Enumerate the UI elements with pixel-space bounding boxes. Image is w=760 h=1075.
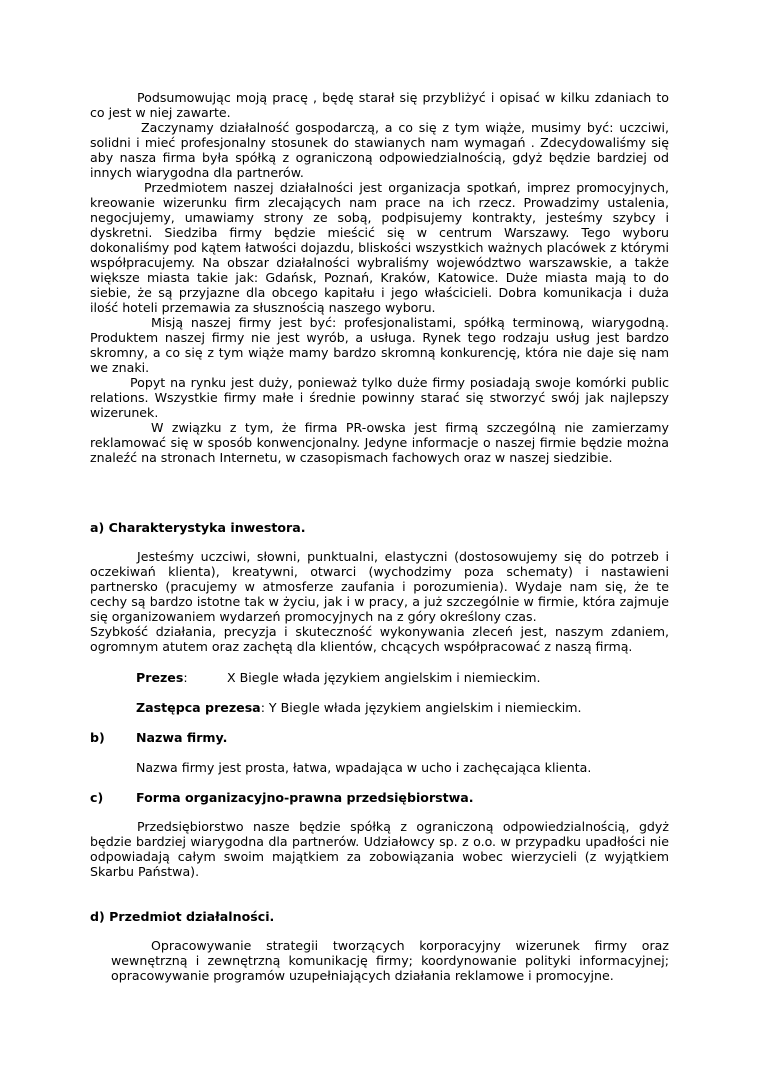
zastepca-value: : Y Biegle włada językiem angielskim i niemieckim. [260,700,582,715]
intro-paragraph-demand: Popyt na rynku jest duży, ponieważ tylko duże firmy posiadają swoje komórki public relations. Wszystkie firmy małe i średnie powinny starać się stworzyć swój jak najlepszy wizerunek. [90,375,669,420]
section-b-letter: b) [90,730,105,745]
investor-paragraph-speed: Szybkość działania, precyzja i skuteczność wykonywania zleceń jest, naszym zdaniem, ogromnym atutem oraz zachętą dla klientów, chcących współpracować z naszą firmą. [90,624,669,654]
intro-section [90,90,669,465]
section-d-body: Opracowywanie strategii tworzących korporacyjny wizerunek firmy oraz wewnętrzną i zewnętrzną komunikację firmy; koordynowanie polityki informacyjnej; opracowywanie programów uzupełniających działania reklamowe i promocyjne. [111,938,669,983]
investor-paragraph-traits: Jesteśmy uczciwi, słowni, punktualni, elastyczni (dostosowujemy się do potrzeb i oczekiwań klienta), kreatywni, otwarci (wychodzimy poza schematy) i nastawieni partnersko (pracujemy w atmosferze zaufania i porozumienia). Wydaje nam się, że te cechy są bardzo istotne tak w życiu, jak i w pracy, a już szczególnie w firmie, która zajmuje się organizowaniem wydarzeń promocyjnych na z góry określony czas. [90,549,669,624]
section-c-title: Forma organizacyjno-prawna przedsiębiorstwa. [136,790,474,805]
prezes-label: Prezes [136,670,184,685]
zastepca-label: Zastępca prezesa [136,700,261,715]
intro-paragraph-scope: Przedmiotem naszej działalności jest organizacja spotkań, imprez promocyjnych, kreowanie wizerunku firm zlecających nam prace na ich rzecz. Prowadzimy ustalenia, negocjujemy, umawiamy strony ze sobą, podpisujemy kontrakty, jesteśmy szybcy i dyskretni. Siedziba firmy będzie mieścić się w centrum Warszawy. Tego wyboru dokonaliśmy pod kątem łatwości dojazdu, bliskości wszystkich ważnych placówek z którymi współpracujemy. Na obszar działalności wybraliśmy województwo warszawskie, a także większe miasta takie jak: Gdańsk, Poznań, Kraków, Katowice. Duże miasta mają to do siebie, że są przyjazne dla obcego kapitału i jego właścicieli. Dobra komunikacja i duża ilość hoteli przemawia za słusznością naszego wyboru. [90,180,669,315]
intro-paragraph-business-start: Zaczynamy działalność gospodarczą, a co się z tym wiąże, musimy być: uczciwi, solidni i mieć profesjonalny stosunek do stawianych nam wymagań . Zdecydowaliśmy się aby nasza firma była spółką z ograniczoną odpowiedzialnością, gdyż będzie bardziej od innych wiarygodna dla partnerów. [90,120,669,180]
zastepca-row [136,700,582,715]
intro-paragraph-advertising: W związku z tym, że firma PR-owska jest firmą szczególną nie zamierzamy reklamować się w sposób konwencjonalny. Jedyne informacje o naszej firmie będzie można znaleźć na stronach Internetu, w czasopismach fachowych oraz w naszej siedzibie. [90,420,669,465]
section-a-body [90,549,669,654]
section-b-title: Nazwa firmy. [136,730,228,745]
section-b-body: Nazwa firmy jest prosta, łatwa, wpadająca w ucho i zachęcająca klienta. [136,760,592,775]
intro-paragraph-summary: Podsumowując moją pracę , będę starał się przybliżyć i opisać w kilku zdaniach to co jest w niej zawarte. [90,90,669,120]
section-a-heading: a) Charakterystyka inwestora. [90,520,306,535]
prezes-colon: : [183,670,188,685]
intro-paragraph-mission: Misją naszej firmy jest być: profesjonalistami, spółką terminową, wiarygodną. Produktem naszej firmy nie jest wyrób, a usługa. Rynek tego rodzaju usług jest bardzo skromny, a co się z tym wiąże mamy bardzo skromną konkurencję, która nie daje się nam we znaki. [90,315,669,375]
section-c-letter: c) [90,790,104,805]
prezes-row [136,670,188,685]
section-d-heading: d) Przedmiot działalności. [90,909,275,924]
section-c-body: Przedsiębiorstwo nasze będzie spółką z ograniczoną odpowiedzialnością, gdyż będzie bardziej wiarygodna dla partnerów. Udziałowcy sp. z o.o. w przypadku upadłości nie odpowiadają całym swoim majątkiem za zobowiązania wobec wierzycieli (z wyjątkiem Skarbu Państwa). [90,819,669,879]
prezes-value: X Biegle włada językiem angielskim i niemieckim. [227,670,541,685]
